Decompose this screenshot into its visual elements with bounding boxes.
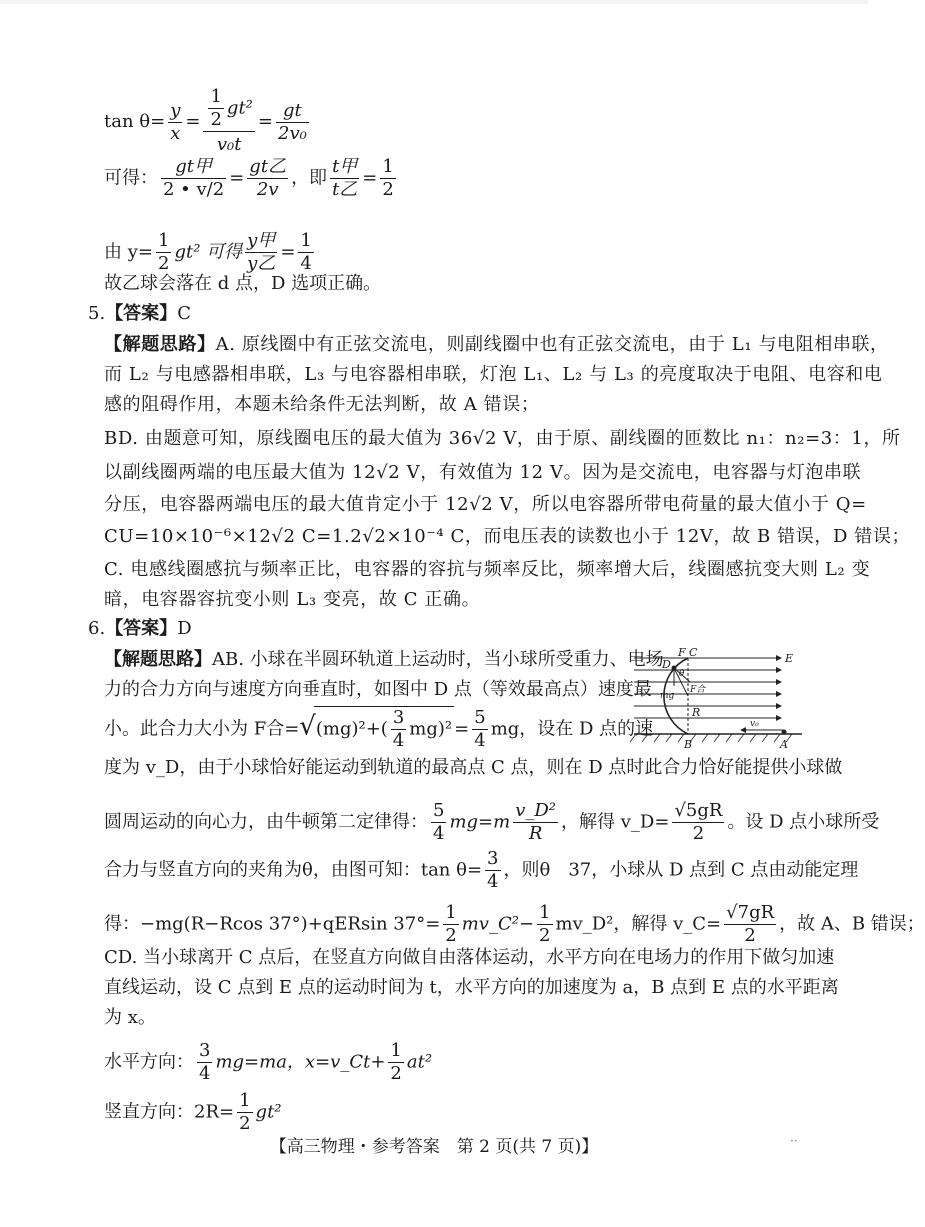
label-b: B [684, 738, 693, 751]
two-v: 2v [256, 179, 279, 200]
semicircle-track-figure [634, 646, 802, 750]
newton-five: 5 [433, 800, 445, 821]
label-v0: v₀ [750, 719, 759, 729]
hatch [750, 734, 756, 742]
q6-text-1: AB. 小球在半圆环轨道上运动时，当小球所受重力、电场 [212, 649, 664, 670]
time-ratio-equation: 可得： $\frac{\text{gt甲}}{2 • v/2}$ = $\frac{\text{gt乙}}{2v}$ ，即 $\frac{\text{t甲}}{\text{t乙}}$ = $\frac{1}{2}$ [104, 156, 394, 200]
sqrt-7gr: √7gR [726, 902, 775, 923]
hatch [738, 734, 744, 742]
label-e: E [785, 652, 794, 665]
q5-analysis-line-9: 暗，电容器容抗变小则 L₃ 变亮，故 C 正确。 [104, 589, 481, 610]
horizontal-end: at² [406, 1051, 433, 1073]
q5-analysis-line-6: 分压，电容器两端电压的最大值肯定小于 12√2 V，所以电容器所带电荷量的最大值小于 Q= [104, 494, 867, 515]
label-theta: θ [679, 669, 685, 679]
q6-analysis-line-4: 度为 v_D，由于小球恰好能运动到轨道的最高点 C 点，则在 D 点时此合力恰好能提供小球做 [104, 757, 843, 778]
q5-answer-tag: 【答案】 [105, 303, 178, 324]
four-den: 4 [392, 730, 405, 751]
hatch [642, 734, 648, 742]
sqrt-5gr: √5gR [674, 800, 723, 821]
newton-four: 4 [433, 823, 445, 844]
h-three: 3 [199, 1040, 211, 1061]
q5-answer: C [177, 303, 191, 324]
q5-analysis-line-3: 感的阻碍作用，本题未给条件无法判断，故 A 错误； [104, 394, 540, 415]
field-arrowhead [776, 715, 782, 721]
sqrt-content-a: (mg)²+( [315, 718, 388, 740]
gt-jia: gt甲 [175, 156, 212, 177]
energy-half-2-den: 2 [539, 925, 551, 946]
field-arrowhead [776, 703, 782, 709]
q6-vertical-equation [104, 1090, 282, 1135]
radius-r: R [528, 823, 543, 844]
velocity-arrowhead [740, 727, 746, 733]
q5-analysis-line-2: 而 L₂ 与电感器相串联，L₃ 与电容器相串联，灯泡 L₁、L₂ 与 L₃ 的亮度取决于电阻、电容和电 [104, 364, 883, 385]
two-v0: 2v₀ [278, 122, 307, 144]
tan-lhs: tan θ= [104, 111, 166, 132]
hatch [666, 734, 672, 742]
tan-prefix: 合力与竖直方向的夹角为θ，由图可知：tan θ= [104, 859, 483, 881]
horizontal-prefix: 水平方向： [104, 1051, 194, 1073]
page-top-edge [0, 0, 868, 4]
label-c: C [689, 646, 698, 659]
q6-tan-line [104, 848, 858, 893]
q5-number: 5. [88, 303, 106, 324]
energy-mid: mv_D²，解得 v_C= [555, 913, 722, 935]
v0t: v₀t [216, 134, 242, 155]
hatch [702, 734, 708, 742]
label-r: R [692, 706, 701, 719]
field-arrowhead [776, 679, 782, 685]
five-num: 5 [474, 707, 486, 728]
q6-analysis-tag: 【解题思路】 [104, 649, 212, 670]
q5-analysis-line-1 [104, 331, 889, 359]
q6-answer: D [177, 618, 192, 639]
tan-three: 3 [487, 848, 499, 869]
horizontal-mid: mg=ma，x=v_Ct+ [215, 1051, 386, 1073]
ratio-den: 2 [382, 179, 394, 200]
label-a: A [780, 738, 788, 751]
tan-theta-equation: tan θ= $\frac{y}{x}$ = $\frac{1}{2}$ gt² v₀t = $\frac{gt}{\text{2v₀}}$ [104, 86, 307, 155]
h-half-den: 2 [390, 1063, 402, 1084]
page-footer: 【高三物理・参考答案 第 2 页(共 7 页)】 [269, 1137, 599, 1157]
ball-at-a [782, 730, 787, 735]
f-he-prefix: 小。此合力大小为 F合= [104, 718, 300, 740]
half-den: 2 [210, 109, 222, 130]
newton-suffix: 。设 D 点小球所受 [727, 811, 880, 833]
y-yi: y乙 [247, 253, 276, 274]
q6-analysis-line-9: 直线运动，设 C 点到 E 点的运动时间为 t，水平方向的加速度为 a，B 点到 E 点的水平距离 [104, 977, 839, 998]
field-arrowhead [776, 655, 782, 661]
q5-text-1: A. 原线圈中有正弦交流电，则副线圈中也有正弦交流电，由于 L₁ 与电阻相串联， [215, 334, 889, 355]
vertical-prefix: 竖直方向：2R= [104, 1101, 235, 1123]
energy-suffix: ，故 A、B 错误； [779, 913, 925, 935]
ball-at-d [672, 666, 677, 671]
half-num: 1 [210, 86, 222, 107]
t-jia: t甲 [332, 156, 358, 177]
energy-mvc: mv_C²− [461, 913, 535, 935]
frac-x: x [170, 122, 181, 144]
label-f: F [678, 646, 686, 659]
y-jia: y甲 [247, 230, 276, 251]
newton-mid: ，解得 v_D= [561, 811, 670, 833]
y-ratio-num: 1 [300, 230, 312, 251]
q6-horizontal-equation [104, 1040, 432, 1085]
v-half-den: 2 [239, 1113, 251, 1134]
three-num: 3 [392, 707, 405, 728]
hatch [726, 734, 732, 742]
tan-four: 4 [487, 871, 499, 892]
sqrt-content-b: mg)² [409, 718, 453, 740]
footer-mark: ·· [790, 1134, 798, 1148]
result-prefix: 可得： [104, 167, 158, 189]
y-prefix: 由 y= [104, 241, 153, 263]
frac-y: y [170, 99, 181, 121]
energy-two: 2 [744, 925, 756, 946]
t-yi: t乙 [332, 179, 358, 200]
hatch [714, 734, 720, 742]
gt: gt [283, 99, 302, 121]
q6-newton-line [104, 800, 879, 845]
q5-analysis-line-5: 以副线圈两端的电压最大值为 12√2 V，有效值为 12 V。因为是交流电，电容器与灯泡串联 [104, 462, 862, 483]
tan-suffix: ，则θ 37，小球从 D 点到 C 点由动能定理 [503, 859, 859, 881]
newton-prefix: 圆周运动的向心力，由牛顿第二定律得： [104, 811, 428, 833]
result-mid: ，即 [291, 167, 328, 189]
q6-answer-line [88, 615, 192, 643]
hatch [762, 734, 768, 742]
q5-analysis-line-7: CU=10×10⁻⁶×12√2 C=1.2√2×10⁻⁴ C，而电压表的读数也小于 12V，故 B 错误，D 错误； [104, 526, 911, 547]
y-half-den: 2 [157, 253, 170, 274]
q6-resultant-force-line: 小。此合力大小为 F合=√(mg)²+( $\frac{3}{4}$ mg)² = $\frac{5}{4}$ mg，设在 D 点的速 [104, 707, 654, 751]
hatch [654, 734, 660, 742]
q6-number: 6. [88, 618, 106, 639]
energy-half-1-den: 2 [445, 925, 457, 946]
four-den-2: 4 [474, 730, 486, 751]
height-ratio-equation: 由 y= $\frac{1}{2}$ gt² 可得 $\frac{\text{y甲}}{\text{y乙}}$ = $\frac{1}{4}$ [104, 230, 312, 274]
conclusion-line: 故乙球会落在 d 点，D 选项正确。 [104, 273, 382, 294]
q6-analysis-line-10: 为 x。 [104, 1007, 156, 1028]
gt-squared: gt² [226, 97, 253, 119]
y-gt2: gt² 可得 [174, 241, 243, 263]
label-d: D [662, 658, 671, 671]
field-arrowhead [776, 691, 782, 697]
vd-squared: v_D² [515, 800, 557, 821]
newton-mg: mg=m [449, 811, 511, 833]
newton-two: 2 [692, 823, 705, 844]
h-half-num: 1 [390, 1040, 402, 1061]
q5-analysis-tag: 【解题思路】 [104, 334, 216, 355]
den-2v2: 2 • v/2 [163, 179, 225, 200]
q5-analysis-line-8: C. 电感线圈感抗与频率正比，电容器的容抗与频率反比，频率增大后，线圈感抗变大则 L₂ 变 [104, 559, 871, 580]
y-half-num: 1 [157, 230, 170, 251]
q6-answer-tag: 【答案】 [105, 618, 178, 639]
energy-half-1-num: 1 [445, 902, 457, 923]
label-mg: mg [660, 691, 675, 701]
gt-yi: gt乙 [249, 156, 287, 177]
q5-analysis-line-4: BD. 由题意可知，原线圈电压的最大值为 36√2 V，由于原、副线圈的匝数比 n₁：n₂=3：1，所 [104, 428, 901, 449]
q6-analysis-line-2: 力的合力方向与速度方向垂直时，如图中 D 点（等效最高点）速度最 [104, 679, 652, 700]
q6-analysis-line-1 [104, 646, 664, 674]
ratio-num: 1 [382, 156, 394, 177]
q5-answer-line [88, 300, 191, 328]
q6-energy-line [104, 902, 925, 947]
v-half-num: 1 [239, 1090, 251, 1111]
energy-prefix: 得：−mg(R−Rcos 37°)+qERsin 37°= [104, 913, 441, 935]
q6-analysis-line-8: CD. 当小球离开 C 点后，在竖直方向做自由落体运动，水平方向在电场力的作用下做匀加速 [104, 947, 835, 968]
h-four: 4 [199, 1063, 211, 1084]
f-he-suffix: mg，设在 D 点的速 [490, 718, 654, 740]
energy-half-2-num: 1 [539, 902, 551, 923]
label-f-he: F合 [690, 685, 706, 695]
field-arrowhead [776, 667, 782, 673]
vertical-end: gt² [255, 1101, 282, 1123]
y-ratio-den: 4 [300, 253, 312, 274]
